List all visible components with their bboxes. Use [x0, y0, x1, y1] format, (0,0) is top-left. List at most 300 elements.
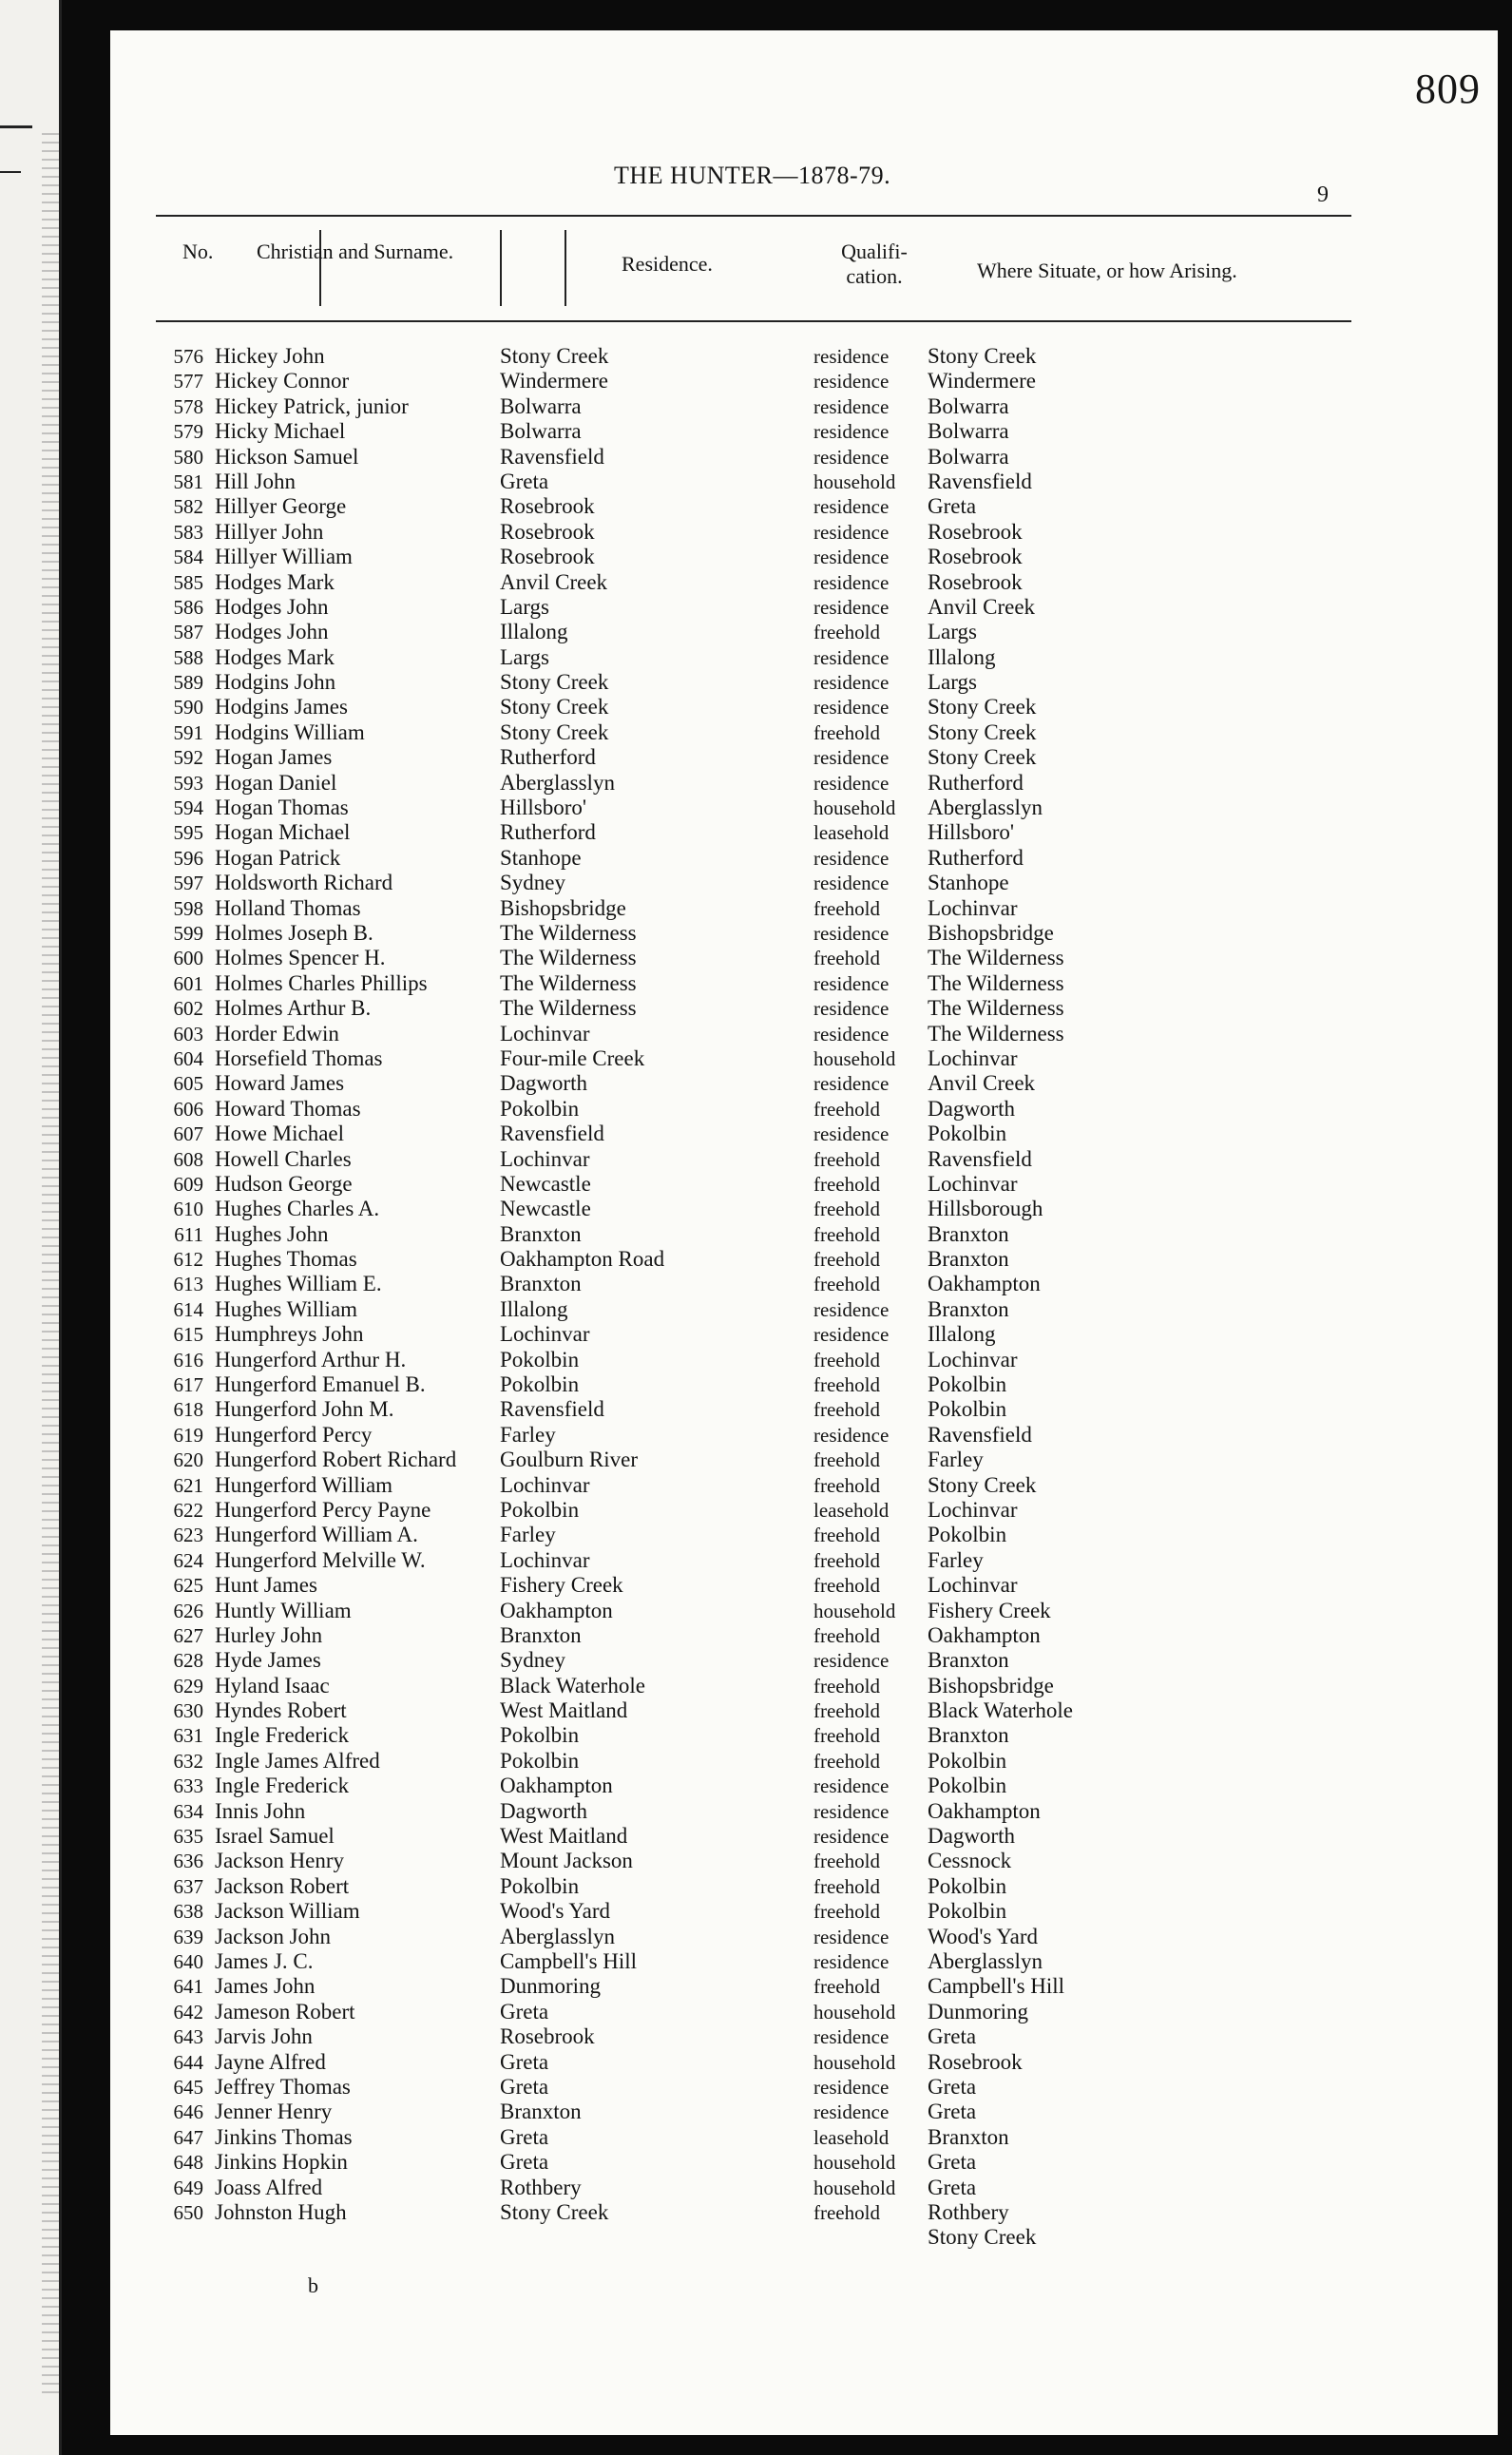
- table-row: [110, 1147, 1498, 1172]
- table-row: [110, 1122, 1498, 1146]
- qualification: freehold: [813, 896, 880, 920]
- qualification: freehold: [813, 720, 880, 744]
- entry-number: 634: [173, 1799, 203, 1823]
- voter-name: Ingle Frederick: [215, 1723, 350, 1748]
- qualification: residence: [813, 1423, 890, 1447]
- qualification: household: [813, 2151, 896, 2175]
- voter-name: Hillyer George: [215, 494, 347, 519]
- table-row: [110, 445, 1498, 470]
- qualification: residence: [813, 1323, 890, 1347]
- residence: Hillsboro': [500, 796, 587, 820]
- table-row: [110, 1824, 1498, 1849]
- residence: The Wilderness: [500, 920, 637, 945]
- where-situate: Bishopsbridge: [928, 920, 1054, 945]
- voter-name: Israel Samuel: [215, 1824, 335, 1849]
- entry-number: 637: [173, 1874, 203, 1898]
- residence: Dagworth: [500, 1798, 587, 1823]
- table-row: [110, 344, 1498, 369]
- entry-number: 631: [173, 1724, 203, 1748]
- residence: Greta: [500, 2049, 549, 2074]
- qualification: freehold: [813, 1198, 880, 1221]
- voter-name: Howard Thomas: [215, 1096, 361, 1121]
- residence: Greta: [500, 1999, 549, 2023]
- entry-number: 611: [174, 1222, 203, 1246]
- where-situate: Illalong: [928, 1322, 996, 1347]
- entry-number: 580: [173, 445, 203, 469]
- voter-name: Howard James: [215, 1071, 345, 1096]
- residence: The Wilderness: [500, 996, 637, 1021]
- entry-number: 618: [173, 1398, 203, 1422]
- where-situate: Rutherford: [928, 845, 1024, 870]
- table-row: [110, 595, 1498, 620]
- header-qualification: Qualifi- cation.: [841, 240, 908, 288]
- qualification: freehold: [813, 1574, 880, 1598]
- table-row: [110, 1423, 1498, 1448]
- voter-name: James J. C.: [215, 1949, 314, 1973]
- where-situate: Pokolbin: [928, 1122, 1007, 1146]
- table-row: [110, 2000, 1498, 2024]
- entry-number: 594: [173, 796, 203, 820]
- residence: Newcastle: [500, 1197, 591, 1221]
- where-situate: Wood's Yard: [928, 1924, 1039, 1948]
- running-title: THE HUNTER—1878-79.: [614, 162, 891, 189]
- voter-name: Jackson William: [215, 1899, 360, 1924]
- residence: Ravensfield: [500, 444, 604, 469]
- voter-name: James John: [215, 1974, 316, 1999]
- residence: Stony Creek: [500, 2199, 609, 2224]
- entry-number: 642: [173, 2000, 203, 2023]
- where-situate: Stony Creek: [928, 719, 1037, 744]
- where-situate: Oakhampton: [928, 1272, 1041, 1296]
- entry-number: 640: [173, 1950, 203, 1973]
- voter-name: Hodgins James: [215, 695, 348, 719]
- entry-number: 620: [173, 1448, 203, 1472]
- entry-number: 577: [173, 370, 203, 393]
- header-residence: Residence.: [622, 252, 713, 276]
- voter-name: Hogan Thomas: [215, 796, 349, 820]
- residence: Windermere: [500, 369, 609, 393]
- voter-name: Jackson Robert: [215, 1873, 350, 1898]
- entry-number: 627: [173, 1623, 203, 1647]
- table-row: [110, 1723, 1498, 1748]
- table-row: [110, 2200, 1498, 2225]
- voter-name: Hodges John: [215, 620, 329, 644]
- electoral-roll-entries: [110, 344, 1498, 2254]
- qualification: residence: [813, 1297, 890, 1321]
- table-row: [110, 946, 1498, 970]
- entry-number: 595: [173, 821, 203, 845]
- residence: Branxton: [500, 1221, 582, 1246]
- residence: Rosebrook: [500, 545, 595, 569]
- entry-number: 587: [173, 621, 203, 644]
- table-row: [110, 1372, 1498, 1397]
- table-row: [110, 1899, 1498, 1924]
- table-row-continuation: [110, 2225, 1498, 2254]
- table-row: [110, 846, 1498, 871]
- entry-number: 633: [173, 1774, 203, 1798]
- voter-name: Holmes Spencer H.: [215, 946, 386, 970]
- voter-name: Jinkins Hopkin: [215, 2150, 348, 2175]
- where-situate: Pokolbin: [928, 1523, 1007, 1547]
- residence: Rosebrook: [500, 2024, 595, 2049]
- entry-number: 591: [173, 720, 203, 744]
- entry-number: 605: [173, 1072, 203, 1096]
- where-situate: Pokolbin: [928, 1873, 1007, 1898]
- table-row: [110, 1623, 1498, 1648]
- where-situate: Stony Creek: [928, 695, 1037, 719]
- residence: Rosebrook: [500, 494, 595, 519]
- entry-number: 641: [173, 1975, 203, 1999]
- entry-number: 628: [173, 1649, 203, 1673]
- residence: Goulburn River: [500, 1448, 639, 1472]
- where-situate: Greta: [928, 2024, 977, 2049]
- qualification: residence: [813, 1799, 890, 1823]
- residence: Lochinvar: [500, 1146, 590, 1171]
- entry-number: 590: [173, 696, 203, 719]
- where-situate: Lochinvar: [928, 895, 1018, 920]
- qualification: freehold: [813, 1398, 880, 1422]
- table-row: [110, 1498, 1498, 1523]
- qualification: residence: [813, 1774, 890, 1798]
- table-row: [110, 670, 1498, 695]
- table-row: [110, 1397, 1498, 1422]
- qualification: freehold: [813, 1473, 880, 1497]
- where-situate: Rosebrook: [928, 519, 1023, 544]
- entry-number: 632: [173, 1749, 203, 1773]
- table-row: [110, 720, 1498, 745]
- entry-number: 599: [173, 921, 203, 945]
- residence: Campbell's Hill: [500, 1949, 638, 1973]
- qualification: residence: [813, 2100, 890, 2124]
- where-situate: Rosebrook: [928, 545, 1023, 569]
- entry-number: 576: [173, 345, 203, 368]
- where-situate: Pokolbin: [928, 1774, 1007, 1798]
- where-situate: Branxton: [928, 1648, 1009, 1673]
- table-row: [110, 1097, 1498, 1122]
- residence: Pokolbin: [500, 1723, 580, 1748]
- entry-number: 598: [173, 896, 203, 920]
- qualification: residence: [813, 1072, 890, 1096]
- document-page: [110, 30, 1498, 2435]
- qualification: household: [813, 1599, 896, 1622]
- voter-name: Jameson Robert: [215, 1999, 355, 2023]
- table-row: [110, 1022, 1498, 1046]
- entry-number: 579: [173, 420, 203, 444]
- voter-name: Joass Alfred: [215, 2175, 323, 2199]
- voter-name: Jarvis John: [215, 2024, 313, 2049]
- margin-mark: [0, 171, 21, 173]
- residence: Branxton: [500, 1272, 582, 1296]
- table-row: [110, 2050, 1498, 2075]
- voter-name: Holmes Arthur B.: [215, 996, 372, 1021]
- residence: Branxton: [500, 1622, 582, 1647]
- binding-speckle: [42, 133, 59, 2395]
- voter-name: Jackson John: [215, 1924, 332, 1948]
- entry-number: 612: [173, 1248, 203, 1272]
- entry-number: 630: [173, 1699, 203, 1723]
- voter-name: Hyde James: [215, 1648, 321, 1673]
- qualification: freehold: [813, 1699, 880, 1723]
- entry-number: 624: [173, 1548, 203, 1572]
- entry-number: 600: [173, 947, 203, 970]
- where-situate: Dagworth: [928, 1096, 1015, 1121]
- residence: Sydney: [500, 871, 565, 895]
- qualification: freehold: [813, 1348, 880, 1371]
- residence: Aberglasslyn: [500, 770, 615, 795]
- voter-name: Huntly William: [215, 1598, 352, 1622]
- voter-name: Hyland Isaac: [215, 1673, 330, 1697]
- entry-number: 648: [173, 2151, 203, 2175]
- qualification: household: [813, 2000, 896, 2023]
- voter-name: Hickey Connor: [215, 369, 350, 393]
- residence: Stony Creek: [500, 695, 609, 719]
- voter-name: Holdsworth Richard: [215, 871, 393, 895]
- where-situate: Rutherford: [928, 770, 1024, 795]
- table-row: [110, 921, 1498, 946]
- voter-name: Hungerford William A.: [215, 1523, 418, 1547]
- qualification: freehold: [813, 1524, 880, 1547]
- qualification: freehold: [813, 1548, 880, 1572]
- qualification: residence: [813, 645, 890, 669]
- where-situate: Ravensfield: [928, 1146, 1032, 1171]
- residence: Pokolbin: [500, 1748, 580, 1773]
- where-situate: Hillsboro': [928, 820, 1015, 845]
- qualification: leasehold: [813, 1498, 890, 1522]
- voter-name: Horder Edwin: [215, 1021, 339, 1045]
- signature-mark: 9: [1317, 182, 1329, 207]
- qualification: residence: [813, 2025, 890, 2049]
- qualification: household: [813, 796, 896, 820]
- residence: Rosebrook: [500, 519, 595, 544]
- entry-number: 592: [173, 746, 203, 770]
- voter-name: Hungerford Melville W.: [215, 1547, 426, 1572]
- residence: Farley: [500, 1523, 556, 1547]
- where-situate: Bolwarra: [928, 444, 1009, 469]
- qualification: residence: [813, 520, 890, 544]
- entry-number: 614: [173, 1297, 203, 1321]
- voter-name: Hudson George: [215, 1171, 353, 1196]
- qualification: residence: [813, 570, 890, 594]
- residence: Greta: [500, 2124, 549, 2149]
- table-row: [110, 1799, 1498, 1824]
- qualification: residence: [813, 495, 890, 519]
- residence: Greta: [500, 469, 549, 493]
- qualification: residence: [813, 2075, 890, 2099]
- table-row: [110, 1949, 1498, 1974]
- where-situate: Greta: [928, 2150, 977, 2175]
- table-row: [110, 645, 1498, 670]
- voter-name: Hungerford William: [215, 1472, 393, 1497]
- qualification: residence: [813, 595, 890, 619]
- qualification: residence: [813, 971, 890, 995]
- where-situate: Greta: [928, 2074, 977, 2099]
- voter-name: Hyndes Robert: [215, 1698, 347, 1723]
- qualification: residence: [813, 746, 890, 770]
- bottom-signature: b: [308, 2273, 318, 2297]
- where-situate: Rosebrook: [928, 569, 1023, 594]
- table-row: [110, 871, 1498, 895]
- entry-number: 622: [173, 1498, 203, 1522]
- qualification: residence: [813, 1122, 890, 1146]
- voter-name: Jenner Henry: [215, 2100, 333, 2124]
- voter-name: Hungerford Percy Payne: [215, 1497, 431, 1522]
- voter-name: Hogan Michael: [215, 820, 351, 845]
- entry-number: 582: [173, 495, 203, 519]
- qualification: freehold: [813, 1273, 880, 1296]
- where-situate: Branxton: [928, 1247, 1009, 1272]
- qualification: freehold: [813, 1147, 880, 1171]
- voter-name: Hughes Charles A.: [215, 1197, 380, 1221]
- residence: Pokolbin: [500, 1347, 580, 1371]
- adjacent-page-edge: [0, 0, 62, 2455]
- entry-number: 588: [173, 645, 203, 669]
- entry-number: 623: [173, 1524, 203, 1547]
- table-row: [110, 1247, 1498, 1272]
- table-row: [110, 1473, 1498, 1498]
- qualification: residence: [813, 997, 890, 1021]
- voter-name: Holland Thomas: [215, 895, 361, 920]
- residence: Aberglasslyn: [500, 1924, 615, 1948]
- residence: Pokolbin: [500, 1372, 580, 1397]
- voter-name: Hughes William: [215, 1296, 358, 1321]
- margin-mark: [0, 125, 32, 128]
- entry-number: 603: [173, 1022, 203, 1045]
- residence: Greta: [500, 2150, 549, 2175]
- column-separator: [565, 230, 566, 306]
- residence: Dagworth: [500, 1071, 587, 1096]
- table-row: [110, 470, 1498, 494]
- where-situate: Black Waterhole: [928, 1698, 1073, 1723]
- entry-number: 596: [173, 846, 203, 870]
- entry-number: 625: [173, 1574, 203, 1598]
- where-situate: The Wilderness: [928, 996, 1064, 1021]
- voter-name: Hill John: [215, 469, 296, 493]
- residence: Oakhampton: [500, 1598, 613, 1622]
- table-row: [110, 570, 1498, 595]
- where-situate: Bolwarra: [928, 419, 1009, 444]
- residence: Newcastle: [500, 1171, 591, 1196]
- voter-name: Ingle James Alfred: [215, 1748, 380, 1773]
- residence: Black Waterhole: [500, 1673, 645, 1697]
- where-situate: Stony Creek: [928, 344, 1037, 368]
- voter-name: Howe Michael: [215, 1122, 345, 1146]
- voter-name: Hungerford Percy: [215, 1422, 373, 1447]
- header-rule-bottom: [156, 320, 1351, 322]
- where-situate: Aberglasslyn: [928, 1949, 1043, 1973]
- voter-name: Jeffrey Thomas: [215, 2074, 351, 2099]
- table-row: [110, 896, 1498, 921]
- where-situate: Anvil Creek: [928, 594, 1036, 619]
- voter-name: Horsefield Thomas: [215, 1045, 383, 1070]
- voter-name: Holmes Joseph B.: [215, 920, 373, 945]
- voter-name: Howell Charles: [215, 1146, 352, 1171]
- where-situate: The Wilderness: [928, 946, 1064, 970]
- table-row: [110, 520, 1498, 545]
- table-row: [110, 1749, 1498, 1774]
- qualification: residence: [813, 420, 890, 444]
- residence: Bolwarra: [500, 419, 582, 444]
- entry-number: 635: [173, 1825, 203, 1849]
- qualification: residence: [813, 671, 890, 695]
- voter-name: Hurley John: [215, 1622, 323, 1647]
- where-situate: Branxton: [928, 2124, 1009, 2149]
- residence: Ravensfield: [500, 1397, 604, 1422]
- qualification: freehold: [813, 1222, 880, 1246]
- table-row: [110, 1272, 1498, 1296]
- table-row: [110, 1297, 1498, 1322]
- voter-name: Innis John: [215, 1798, 306, 1823]
- residence: Wood's Yard: [500, 1899, 611, 1924]
- entry-number: 643: [173, 2025, 203, 2049]
- where-situate: Fishery Creek: [928, 1598, 1051, 1622]
- qualification: leasehold: [813, 2125, 890, 2149]
- voter-name: Jackson Henry: [215, 1849, 345, 1873]
- entry-number: 601: [173, 971, 203, 995]
- residence: Pokolbin: [500, 1497, 580, 1522]
- where-situate: Rothbery: [928, 2199, 1009, 2224]
- where-situate: Bolwarra: [928, 393, 1009, 418]
- residence: Lochinvar: [500, 1472, 590, 1497]
- qualification: freehold: [813, 1248, 880, 1272]
- entry-number: 610: [173, 1198, 203, 1221]
- qualification: freehold: [813, 1373, 880, 1397]
- header-rule-top: [156, 215, 1351, 217]
- voter-name: Hogan Patrick: [215, 845, 341, 870]
- qualification: residence: [813, 345, 890, 368]
- residence: Fishery Creek: [500, 1573, 623, 1598]
- table-row: [110, 796, 1498, 820]
- qualification: household: [813, 1046, 896, 1070]
- residence: Greta: [500, 2074, 549, 2099]
- entry-number: 607: [173, 1122, 203, 1146]
- column-separator: [500, 230, 502, 306]
- entry-number: 606: [173, 1097, 203, 1121]
- voter-name: Jayne Alfred: [215, 2049, 326, 2074]
- residence: Anvil Creek: [500, 569, 608, 594]
- table-row: [110, 1046, 1498, 1071]
- table-row: [110, 1348, 1498, 1372]
- qualification: freehold: [813, 1975, 880, 1999]
- table-row: [110, 1523, 1498, 1547]
- qualification: household: [813, 470, 896, 493]
- voter-name: Hungerford Arthur H.: [215, 1347, 407, 1371]
- qualification: residence: [813, 696, 890, 719]
- residence: Rothbery: [500, 2175, 582, 2199]
- residence: Illalong: [500, 1296, 568, 1321]
- residence: Stony Creek: [500, 344, 609, 368]
- entry-number: 615: [173, 1323, 203, 1347]
- qualification: freehold: [813, 1674, 880, 1697]
- where-situate: Largs: [928, 670, 977, 695]
- where-situate: Dagworth: [928, 1824, 1015, 1849]
- table-row: [110, 419, 1498, 444]
- table-row: [110, 1197, 1498, 1221]
- qualification: residence: [813, 1022, 890, 1045]
- entry-number: 644: [173, 2050, 203, 2074]
- table-row: [110, 620, 1498, 644]
- table-row: [110, 1448, 1498, 1472]
- voter-name: Hughes Thomas: [215, 1247, 357, 1272]
- voter-name: Hunt James: [215, 1573, 317, 1598]
- residence: Stony Creek: [500, 670, 609, 695]
- entry-number: 608: [173, 1147, 203, 1171]
- voter-name: Hogan Daniel: [215, 770, 337, 795]
- entry-number: 647: [173, 2125, 203, 2149]
- residence: Lochinvar: [500, 1021, 590, 1045]
- table-row: [110, 1925, 1498, 1949]
- qualification: freehold: [813, 1900, 880, 1924]
- table-row: [110, 996, 1498, 1021]
